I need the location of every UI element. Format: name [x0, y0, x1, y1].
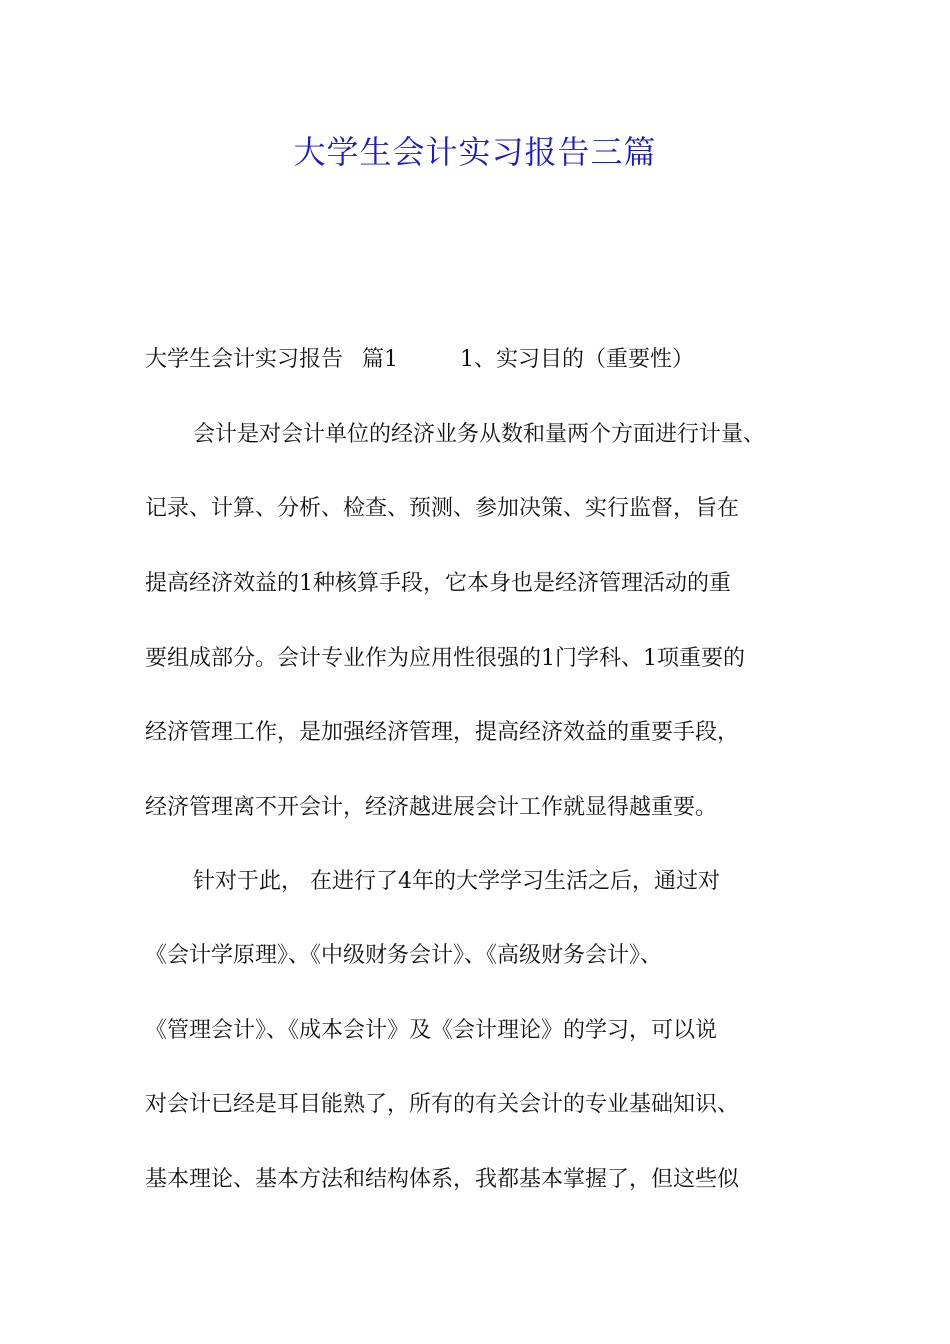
paragraph-line: 基本理论、基本方法和结构体系，我都基本掌握了，但这些似	[145, 1167, 740, 1192]
paragraph-line: 记录、计算、分析、检查、预测、参加决策、实行监督，旨在	[145, 496, 740, 521]
paragraph-line: 《管理会计》、《成本会计》及《会计理论》的学习，可以说	[145, 1018, 718, 1043]
report-label: 大学生会计实习报告	[145, 347, 344, 372]
paragraph-line: 对会计已经是耳目能熟了，所有的有关会计的专业基础知识、	[145, 1092, 740, 1117]
paragraph-line: 提高经济效益的1种核算手段，它本身也是经济管理活动的重	[145, 571, 731, 596]
paragraph-line: 经济管理工作，是加强经济管理，提高经济效益的重要手段，	[145, 720, 740, 745]
part-label: 篇1	[362, 347, 399, 372]
paragraph-line: 针对于此， 在进行了4年的大学学习生活之后，通过对	[193, 869, 720, 894]
section-heading-line	[145, 345, 694, 375]
paragraph-line: 会计是对会计单位的经济业务从数和量两个方面进行计量、	[193, 422, 766, 447]
paragraph-line: 经济管理离不开会计，经济越进展会计工作就显得越重要。	[145, 795, 718, 820]
document-title: 大学生会计实习报告三篇	[293, 133, 657, 171]
paragraph-line: 《会计学原理》、《中级财务会计》、《高级财务会计》、	[145, 943, 663, 968]
paragraph-line: 要组成部分。会计专业作为应用性很强的1门学科、1项重要的	[145, 646, 745, 671]
section-subheading: 1、实习目的（重要性）	[460, 347, 695, 372]
